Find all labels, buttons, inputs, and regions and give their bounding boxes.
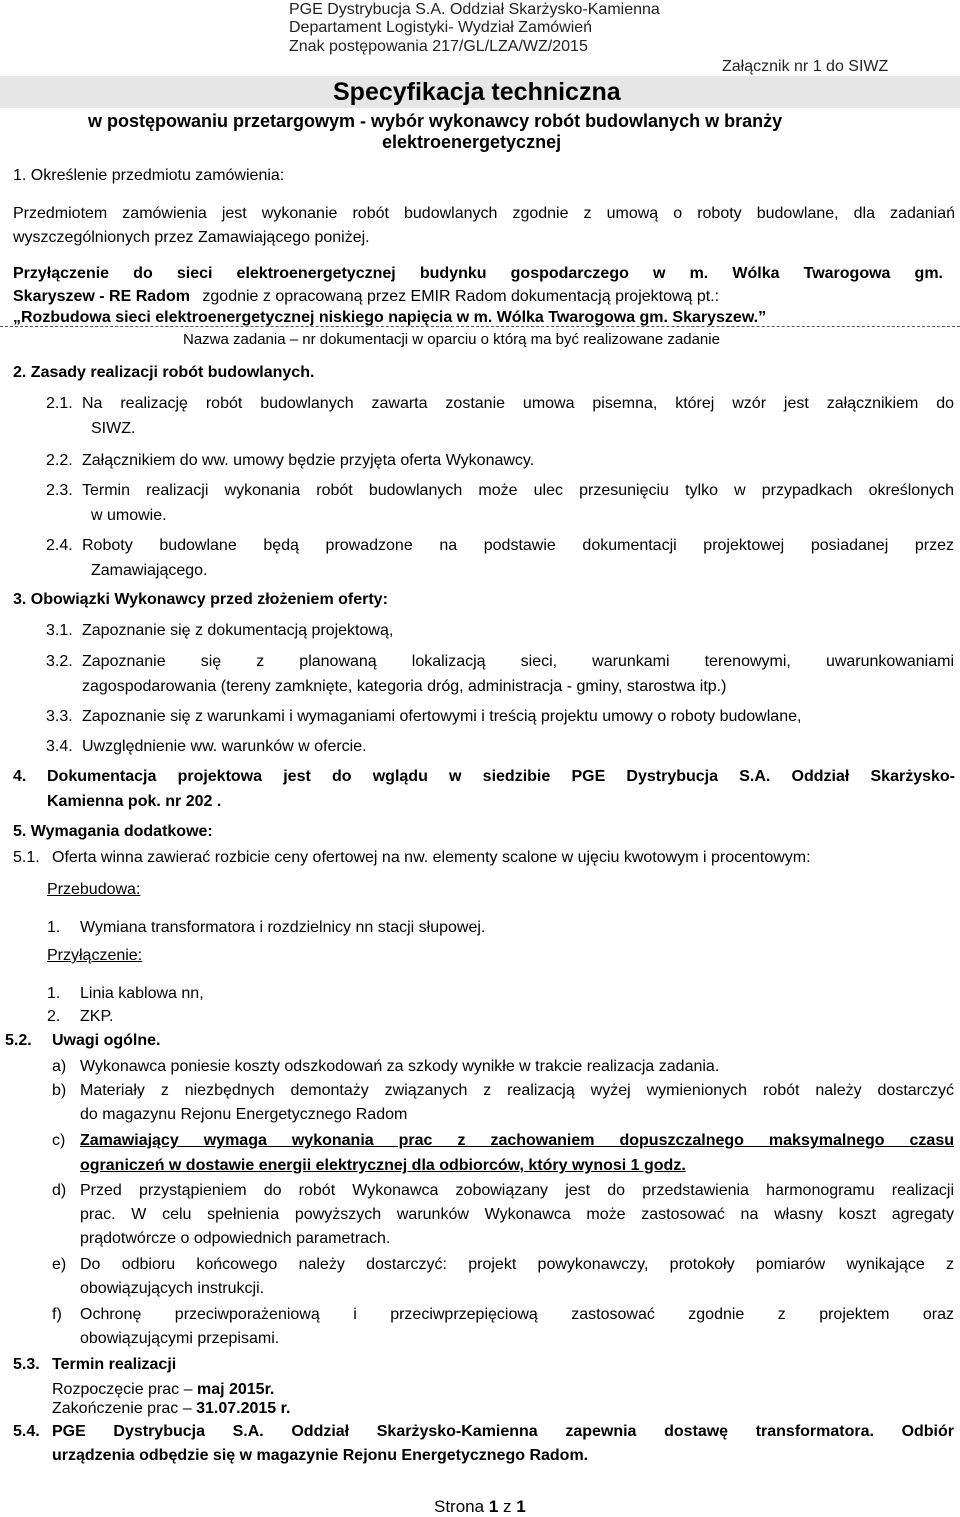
item-5-4-text-cont: urządzenia odbędzie się w magazynie Rejonu Energetycznego Radom. — [52, 1447, 589, 1464]
item-5-4-text: PGE Dystrybucja S.A. Oddział Skarżysko-Kamienna zapewnia dostawę transformatora. Odbiór — [52, 1423, 954, 1440]
remark-f-text-cont: obowiązującymi przepisami. — [80, 1330, 280, 1347]
item-2-3-text: Termin realizacji wykonania robót budowlanych może ulec przesunięciu tylko w przypadkach określonych — [82, 482, 954, 499]
przylaczenie-item-1-number: 1. — [47, 985, 61, 1002]
section-5-heading: 5. Wymagania dodatkowe: — [13, 823, 213, 840]
section-1-para-line2: wyszczególnionych przez Zamawiającego poniżej. — [13, 229, 370, 246]
section-3-heading: 3. Obowiązki Wykonawcy przed złożeniem oferty: — [13, 591, 388, 608]
przylaczenie-item-2-number: 2. — [47, 1008, 61, 1025]
attachment-label: Załącznik nr 1 do SIWZ — [722, 58, 889, 75]
header-case-number: Znak postępowania 217/GL/LZA/WZ/2015 — [289, 38, 588, 55]
page-total: 1 — [516, 1497, 526, 1516]
remark-e-label: e) — [52, 1256, 67, 1273]
section-4-number: 4. — [13, 768, 27, 785]
page-of-label: z — [503, 1497, 512, 1516]
section-4-text: Dokumentacja projektowa jest do wglądu w siedzibie PGE Dystrybucja S.A. Oddział Skarżysko- — [47, 768, 955, 785]
item-2-3-text-cont: w umowie. — [91, 507, 167, 524]
item-5-1-text: Oferta winna zawierać rozbicie ceny ofertowej na nw. elementy scalone w ujęciu kwotowym i procentowym: — [52, 849, 811, 866]
item-2-4-text: Roboty budowlane będą prowadzone na podstawie dokumentacji projektowej posiadanej przez — [82, 537, 954, 554]
item-5-1-number: 5.1. — [13, 849, 40, 866]
dashed-separator — [0, 326, 960, 327]
task-caption: Nazwa zadania – nr dokumentacji w oparciu o którą ma być realizowane zadanie — [183, 331, 720, 348]
start-date-label: Rozpoczęcie prac – — [52, 1381, 193, 1398]
item-2-2-number: 2.2. — [46, 452, 73, 469]
item-3-2-text-cont: zagospodarowania (tereny zamknięte, kategoria dróg, administracja - gminy, starostwa itp.) — [82, 678, 727, 695]
end-date-line — [52, 1399, 290, 1419]
remark-d-text-cont-2: prądotwórcze o odpowiednich parametrach. — [80, 1230, 391, 1247]
item-3-2-text: Zapoznanie się z planowaną lokalizacją sieci, warunkami terenowymi, uwarunkowaniami — [82, 653, 954, 670]
remark-a-label: a) — [52, 1058, 67, 1075]
remark-d-text: Przed przystąpieniem do robót Wykonawca zobowiązany jest do przedstawienia harmonogramu realizacji — [80, 1182, 954, 1199]
title-subtitle-2: elektroenergetycznej — [382, 132, 562, 152]
end-date-value: 31.07.2015 r. — [196, 1400, 291, 1417]
remark-b-label: b) — [52, 1082, 67, 1099]
item-3-1-text: Zapoznanie się z dokumentacją projektową, — [82, 622, 394, 639]
przebudowa-item-1: Wymiana transformatora i rozdzielnicy nn stacji słupowej. — [80, 919, 486, 936]
remark-b-text: Materiały z niezbędnych demontaży związanych z realizacją wyżej wymienionych robót należy dostarczyć — [80, 1082, 954, 1099]
item-2-1-text: Na realizację robót budowlanych zawarta zostanie umowa pisemna, której wzór jest załącznikiem do — [82, 395, 954, 412]
przylaczenie-item-1: Linia kablowa nn, — [80, 985, 204, 1002]
section-1-heading: 1. Określenie przedmiotu zamówienia: — [13, 167, 285, 184]
task-line-2 — [13, 287, 719, 307]
task-line-1: Przyłączenie do sieci elektroenergetycznej budynku gospodarczego w m. Wólka Twarogowa gm. — [13, 265, 943, 282]
przebudowa-item-1-number: 1. — [47, 919, 61, 936]
remark-a-text: Wykonawca poniesie koszty odszkodowań za szkody wynikłe w trakcie realizacja zadania. — [80, 1058, 720, 1075]
page-label: Strona — [434, 1497, 485, 1516]
page-footer — [434, 1497, 526, 1517]
item-5-2-number: 5.2. — [5, 1032, 32, 1049]
remark-b-text-cont: do magazynu Rejonu Energetycznego Radom — [80, 1106, 408, 1123]
item-2-4-number: 2.4. — [46, 537, 73, 554]
start-date-line — [52, 1380, 274, 1400]
item-2-1-text-cont: SIWZ. — [91, 420, 136, 437]
remark-c-label: c) — [52, 1132, 66, 1149]
item-2-3-number: 2.3. — [46, 482, 73, 499]
item-3-1-number: 3.1. — [46, 622, 73, 639]
task-title: „Rozbudowa sieci elektroenergetycznej niskiego napięcia w m. Wólka Twarogowa gm. Skaryszew.” — [13, 309, 767, 326]
item-5-4-number: 5.4. — [13, 1423, 40, 1440]
remark-e-text: Do odbioru końcowego należy dostarczyć: projekt powykonawczy, protokoły pomiarów wynikające z — [80, 1256, 954, 1273]
start-date-value: maj 2015r. — [196, 1381, 275, 1398]
title-subtitle-1: w postępowaniu przetargowym - wybór wykonawcy robót budowlanych w branży — [88, 111, 783, 131]
remark-d-text-cont-1: prac. W celu spełnienia powyższych warunków Wykonawca może zastosować na własny koszt agregaty — [80, 1206, 954, 1223]
item-2-1-number: 2.1. — [46, 395, 73, 412]
section-1-para-line1: Przedmiotem zamówienia jest wykonanie robót budowlanych zgodnie z umową o roboty budowlane, dla zadaniań — [13, 205, 955, 222]
item-5-3-number: 5.3. — [13, 1356, 40, 1373]
item-3-4-number: 3.4. — [46, 738, 73, 755]
item-3-4-text: Uwzględnienie ww. warunków w ofercie. — [82, 738, 367, 755]
page-title: Specyfikacja techniczna — [333, 78, 621, 106]
item-2-4-text-cont: Zamawiającego. — [91, 562, 208, 579]
section-2-heading: 2. Zasady realizacji robót budowlanych. — [13, 364, 315, 381]
przylaczenie-heading: Przyłączenie: — [47, 947, 143, 964]
end-date-label: Zakończenie prac – — [52, 1400, 192, 1417]
remark-f-label: f) — [52, 1306, 62, 1323]
section-4-text-cont: Kamienna pok. nr 202 . — [47, 793, 222, 810]
remark-c-text-cont: ograniczeń w dostawie energii elektrycznej dla odbiorców, który wynosi 1 godz. — [80, 1157, 686, 1174]
header-department: Departament Logistyki- Wydział Zamówień — [289, 19, 593, 36]
przylaczenie-item-2: ZKP. — [80, 1008, 114, 1025]
page-number: 1 — [488, 1497, 499, 1516]
item-3-3-text: Zapoznanie się z warunkami i wymaganiami ofertowymi i treścią projektu umowy o roboty budowlane, — [82, 708, 802, 725]
header-company: PGE Dystrybucja S.A. Oddział Skarżysko-Kamienna — [289, 1, 660, 18]
item-3-2-number: 3.2. — [46, 653, 73, 670]
item-3-3-number: 3.3. — [46, 708, 73, 725]
remark-e-text-cont: obowiązujących instrukcji. — [80, 1280, 265, 1297]
remark-d-label: d) — [52, 1182, 67, 1199]
remark-f-text: Ochronę przeciwporażeniową i przeciwprzepięciową zastosować zgodnie z projektem oraz — [80, 1306, 954, 1323]
task-region: Skaryszew - RE Radom — [13, 288, 190, 305]
remark-c-text: Zamawiający wymaga wykonania prac z zachowaniem dopuszczalnego maksymalnego czasu — [80, 1132, 954, 1149]
task-documentation: zgodnie z opracowaną przez EMIR Radom dokumentacją projektową pt.: — [202, 288, 720, 305]
przebudowa-heading: Przebudowa: — [47, 881, 141, 898]
item-5-2-heading: Uwagi ogólne. — [52, 1032, 161, 1049]
item-2-2-text: Załącznikiem do ww. umowy będzie przyjęta oferta Wykonawcy. — [82, 452, 535, 469]
item-5-3-heading: Termin realizacji — [52, 1356, 177, 1373]
